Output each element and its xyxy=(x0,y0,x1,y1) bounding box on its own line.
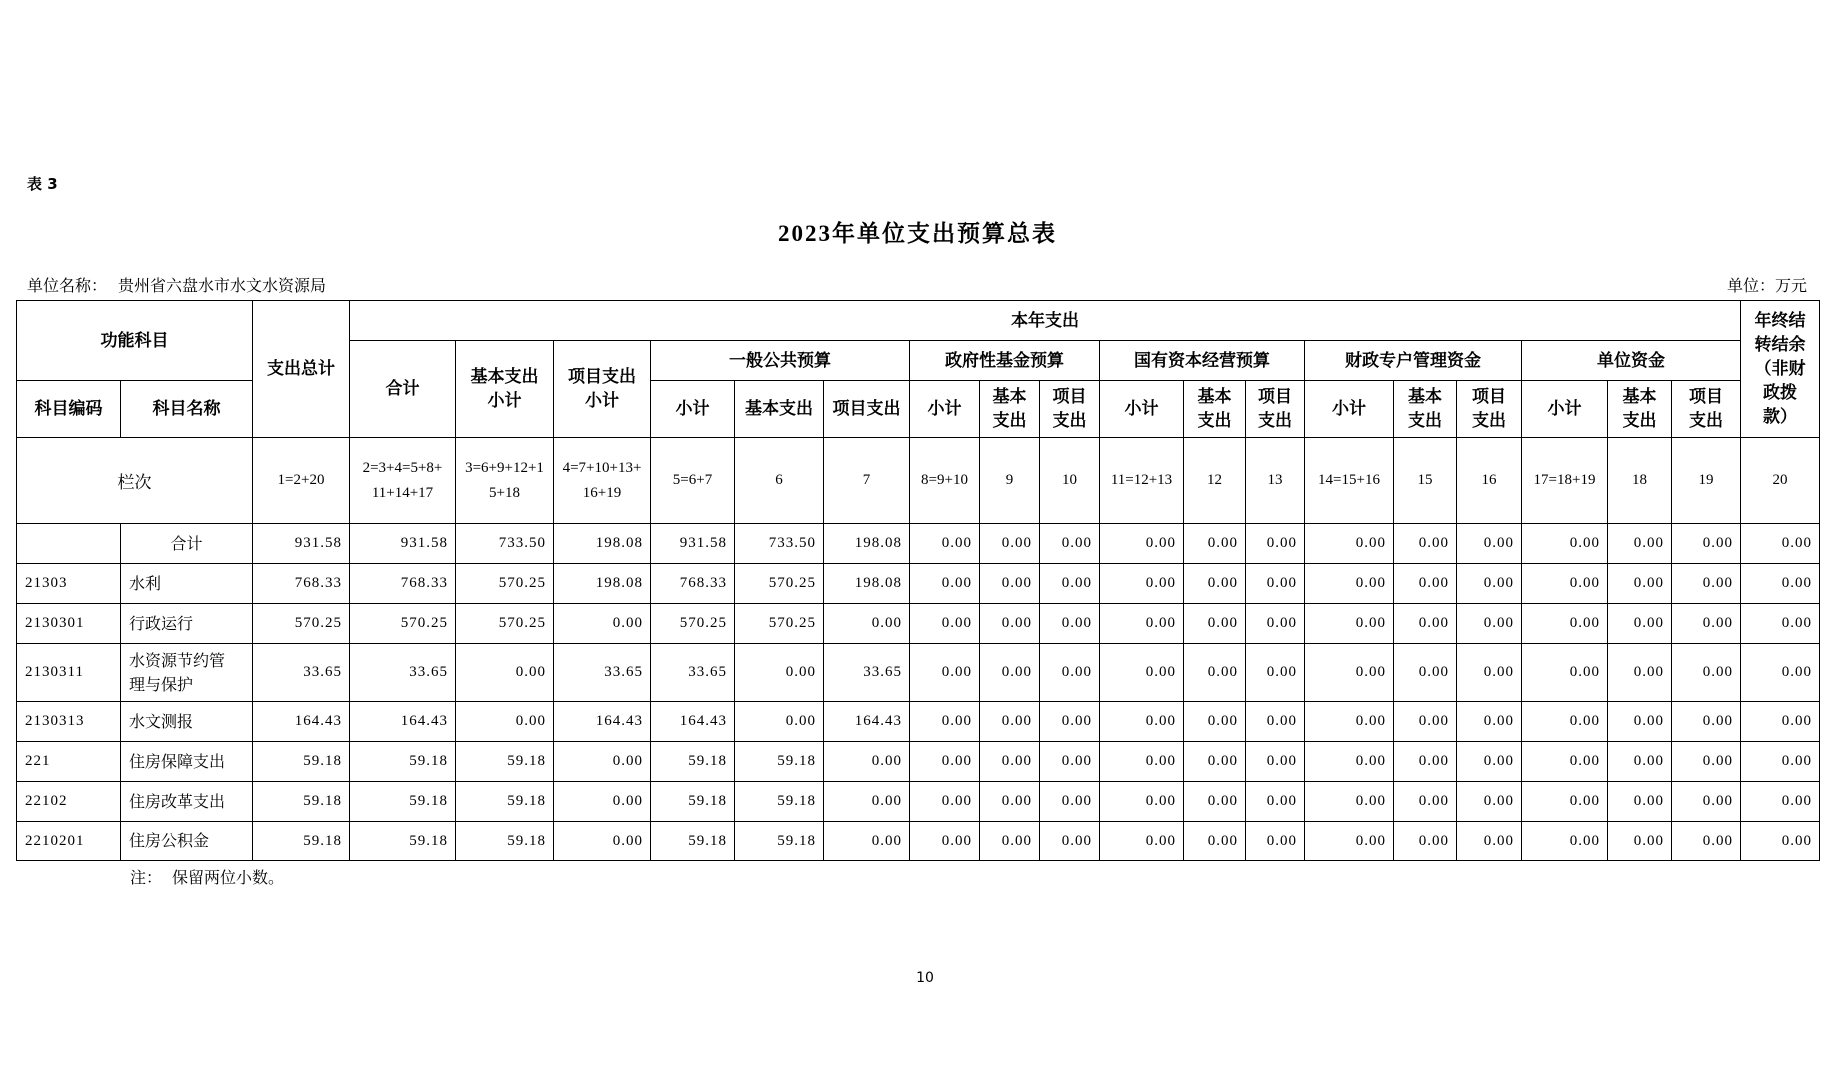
amount-cell: 0.00 xyxy=(1394,644,1457,702)
column-index-value: 19 xyxy=(1698,472,1714,488)
header-total-expenditure: 支出总计 xyxy=(253,301,350,438)
subject-code-cell: 2130301 xyxy=(17,604,121,644)
amount-cell: 0.00 xyxy=(910,604,980,644)
amount-cell: 0.00 xyxy=(1394,564,1457,604)
header-basic-expenditure xyxy=(1608,381,1672,438)
amount-cell: 0.00 xyxy=(1672,524,1741,564)
amount-cell: 0.00 xyxy=(980,604,1040,644)
header-subject-name: 科目名称 xyxy=(121,381,253,438)
amount-cell: 0.00 xyxy=(1100,782,1184,822)
amount-cell: 59.18 xyxy=(651,782,735,822)
amount-cell: 0.00 xyxy=(1741,524,1820,564)
amount-cell: 0.00 xyxy=(1522,742,1608,782)
page-title: 2023年单位支出预算总表 xyxy=(778,221,1057,246)
column-index-value: 13 xyxy=(1267,472,1283,488)
amount-cell: 0.00 xyxy=(1040,524,1100,564)
amount-cell: 0.00 xyxy=(824,782,910,822)
amount-cell: 0.00 xyxy=(1522,702,1608,742)
amount-cell: 59.18 xyxy=(456,782,554,822)
unit-name-value: 贵州省六盘水市水文水资源局 xyxy=(118,276,327,295)
amount-cell: 59.18 xyxy=(456,822,554,861)
subject-code-cell xyxy=(17,524,121,564)
header-basic-expenditure: 基本支出 xyxy=(735,381,824,438)
amount-cell: 33.65 xyxy=(651,644,735,702)
column-index-cell xyxy=(824,438,910,524)
amount-cell: 0.00 xyxy=(910,644,980,702)
amount-cell: 0.00 xyxy=(1100,564,1184,604)
column-index-value: 11=12+13 xyxy=(1110,472,1173,488)
header-basic-expenditure-label: 基本支出 xyxy=(1408,387,1442,431)
header-row xyxy=(17,301,1820,341)
amount-cell: 733.50 xyxy=(456,524,554,564)
header-project-expenditure-label: 项目支出 xyxy=(1052,387,1087,431)
header-group-state-capital-budget: 国有资本经营预算 xyxy=(1100,341,1305,381)
header-project-expenditure-label: 项目支出 xyxy=(1258,387,1292,431)
amount-cell: 0.00 xyxy=(1100,524,1184,564)
amount-cell: 0.00 xyxy=(1741,604,1820,644)
header-group-special-account-funds: 财政专户管理资金 xyxy=(1305,341,1522,381)
amount-cell: 59.18 xyxy=(350,822,456,861)
column-index-row xyxy=(17,438,1820,524)
amount-cell: 0.00 xyxy=(1741,644,1820,702)
header-subtotal: 小计 xyxy=(1522,381,1608,438)
column-index-value: 18 xyxy=(1632,472,1647,488)
amount-cell: 0.00 xyxy=(1608,524,1672,564)
amount-cell: 0.00 xyxy=(1305,604,1394,644)
amount-cell: 164.43 xyxy=(350,702,456,742)
amount-cell: 0.00 xyxy=(456,702,554,742)
header-sum: 合计 xyxy=(350,341,456,438)
amount-cell: 0.00 xyxy=(1741,702,1820,742)
amount-cell: 0.00 xyxy=(1522,644,1608,702)
header-basic-expenditure-label: 基本支出 xyxy=(1622,387,1657,431)
amount-cell: 59.18 xyxy=(651,822,735,861)
amount-cell: 0.00 xyxy=(1741,742,1820,782)
amount-cell: 0.00 xyxy=(1741,822,1820,861)
amount-cell: 0.00 xyxy=(1100,604,1184,644)
header-subject-code: 科目编码 xyxy=(17,381,121,438)
amount-cell: 0.00 xyxy=(1394,742,1457,782)
amount-cell: 0.00 xyxy=(824,742,910,782)
header-basic-expenditure-label: 基本支出 xyxy=(1197,387,1232,431)
column-index-label: 栏次 xyxy=(17,438,253,524)
column-index-cell xyxy=(1457,438,1522,524)
amount-cell: 931.58 xyxy=(651,524,735,564)
amount-cell: 570.25 xyxy=(350,604,456,644)
column-index-cell xyxy=(651,438,735,524)
column-index-value: 9 xyxy=(1005,472,1014,488)
column-index-cell xyxy=(1672,438,1741,524)
column-index-value: 12 xyxy=(1207,472,1222,488)
amount-cell: 198.08 xyxy=(824,564,910,604)
column-index-value: 20 xyxy=(1772,472,1788,488)
amount-cell: 0.00 xyxy=(554,822,651,861)
amount-cell: 0.00 xyxy=(1522,524,1608,564)
amount-cell: 0.00 xyxy=(910,782,980,822)
amount-cell: 0.00 xyxy=(1305,644,1394,702)
column-index-cell xyxy=(910,438,980,524)
header-group-unit-funds: 单位资金 xyxy=(1522,341,1741,381)
amount-cell: 0.00 xyxy=(1394,822,1457,861)
header-group-general-public-budget: 一般公共预算 xyxy=(651,341,910,381)
header-subtotal: 小计 xyxy=(651,381,735,438)
header-basic-expenditure xyxy=(1184,381,1246,438)
amount-cell: 59.18 xyxy=(456,742,554,782)
table-row xyxy=(17,702,1820,742)
table-row xyxy=(17,742,1820,782)
amount-cell: 0.00 xyxy=(910,564,980,604)
header-project-expenditure xyxy=(1672,381,1741,438)
table-row xyxy=(17,604,1820,644)
header-current-year-expenditure: 本年支出 xyxy=(350,301,1741,341)
table-body xyxy=(17,524,1820,861)
table-note xyxy=(130,865,285,888)
column-index-cell xyxy=(1184,438,1246,524)
amount-cell: 0.00 xyxy=(1246,644,1305,702)
amount-cell: 0.00 xyxy=(1184,524,1246,564)
amount-cell: 0.00 xyxy=(1246,564,1305,604)
amount-cell: 0.00 xyxy=(1394,524,1457,564)
column-index-value: 8=9+10 xyxy=(921,472,968,488)
amount-cell: 164.43 xyxy=(824,702,910,742)
amount-cell: 0.00 xyxy=(1608,742,1672,782)
subject-code-cell: 22102 xyxy=(17,782,121,822)
column-index-cell xyxy=(1246,438,1305,524)
amount-cell: 0.00 xyxy=(1246,782,1305,822)
amount-cell: 0.00 xyxy=(1457,524,1522,564)
subject-code-cell: 2130313 xyxy=(17,702,121,742)
amount-cell: 570.25 xyxy=(651,604,735,644)
amount-cell: 0.00 xyxy=(1184,742,1246,782)
column-index-value: 10 xyxy=(1062,472,1077,488)
header-year-end-balance xyxy=(1741,301,1820,438)
subject-name-cell: 水资源节约管理与保护 xyxy=(121,644,253,702)
header-basic-expenditure xyxy=(1394,381,1457,438)
amount-cell: 0.00 xyxy=(1184,644,1246,702)
column-index-cell xyxy=(253,438,350,524)
amount-cell: 0.00 xyxy=(554,604,651,644)
amount-cell: 0.00 xyxy=(1522,564,1608,604)
amount-cell: 570.25 xyxy=(253,604,350,644)
amount-cell: 0.00 xyxy=(1741,564,1820,604)
amount-cell: 164.43 xyxy=(554,702,651,742)
amount-cell: 0.00 xyxy=(980,702,1040,742)
column-index-value: 4=7+10+13+16+19 xyxy=(562,459,642,501)
amount-cell: 733.50 xyxy=(735,524,824,564)
header-project-expenditure: 项目支出 xyxy=(824,381,910,438)
amount-cell: 0.00 xyxy=(1672,564,1741,604)
amount-cell: 0.00 xyxy=(1305,524,1394,564)
amount-cell: 0.00 xyxy=(1608,604,1672,644)
header-project-expenditure xyxy=(1040,381,1100,438)
amount-cell: 0.00 xyxy=(1672,702,1741,742)
amount-cell: 0.00 xyxy=(1246,604,1305,644)
subject-name-cell: 住房公积金 xyxy=(121,822,253,861)
header-project-expenditure xyxy=(1457,381,1522,438)
amount-cell: 0.00 xyxy=(1040,644,1100,702)
amount-cell: 0.00 xyxy=(1040,782,1100,822)
amount-cell: 0.00 xyxy=(1608,822,1672,861)
amount-cell: 0.00 xyxy=(1040,742,1100,782)
amount-cell: 0.00 xyxy=(1394,702,1457,742)
amount-cell: 0.00 xyxy=(1305,564,1394,604)
amount-cell: 0.00 xyxy=(1100,702,1184,742)
amount-cell: 0.00 xyxy=(910,822,980,861)
amount-cell: 0.00 xyxy=(1040,822,1100,861)
table-row xyxy=(17,644,1820,702)
column-index-cell xyxy=(1100,438,1184,524)
header-project-subtotal-label: 项目支出小计 xyxy=(567,367,636,411)
page-number: 10 xyxy=(916,970,934,986)
column-index-cell xyxy=(1040,438,1100,524)
amount-cell: 570.25 xyxy=(456,604,554,644)
column-index-cell xyxy=(1522,438,1608,524)
amount-cell: 0.00 xyxy=(1608,564,1672,604)
column-index-cell xyxy=(1394,438,1457,524)
subject-name-cell: 合计 xyxy=(121,524,253,564)
amount-cell: 0.00 xyxy=(1040,564,1100,604)
subject-code-cell: 2210201 xyxy=(17,822,121,861)
header-group-government-fund-budget: 政府性基金预算 xyxy=(910,341,1100,381)
amount-cell: 0.00 xyxy=(1394,782,1457,822)
amount-cell: 768.33 xyxy=(253,564,350,604)
amount-cell: 0.00 xyxy=(1522,782,1608,822)
amount-cell: 0.00 xyxy=(824,604,910,644)
amount-cell: 164.43 xyxy=(651,702,735,742)
amount-cell: 0.00 xyxy=(1040,702,1100,742)
amount-cell: 59.18 xyxy=(651,742,735,782)
amount-cell: 0.00 xyxy=(1672,604,1741,644)
amount-cell: 931.58 xyxy=(350,524,456,564)
amount-cell: 0.00 xyxy=(735,644,824,702)
amount-cell: 0.00 xyxy=(1184,564,1246,604)
column-index-value: 2=3+4=5+8+11+14+17 xyxy=(362,459,443,501)
amount-cell: 0.00 xyxy=(1672,742,1741,782)
amount-cell: 198.08 xyxy=(554,564,651,604)
amount-cell: 0.00 xyxy=(1672,644,1741,702)
amount-cell: 0.00 xyxy=(1457,604,1522,644)
amount-cell: 0.00 xyxy=(824,822,910,861)
amount-cell: 0.00 xyxy=(1522,604,1608,644)
amount-cell: 0.00 xyxy=(1100,644,1184,702)
amount-cell: 0.00 xyxy=(1246,822,1305,861)
amount-cell: 768.33 xyxy=(651,564,735,604)
amount-cell: 0.00 xyxy=(1184,604,1246,644)
amount-cell: 0.00 xyxy=(1100,822,1184,861)
column-index-cell xyxy=(456,438,554,524)
subject-name-cell: 住房改革支出 xyxy=(121,782,253,822)
note-label: 注： xyxy=(130,868,163,887)
column-index-cell xyxy=(554,438,651,524)
column-index-value: 14=15+16 xyxy=(1318,472,1380,488)
amount-cell: 0.00 xyxy=(1394,604,1457,644)
amount-cell: 0.00 xyxy=(1522,822,1608,861)
amount-cell: 0.00 xyxy=(456,644,554,702)
column-index-cell xyxy=(1741,438,1820,524)
amount-cell: 570.25 xyxy=(735,604,824,644)
amount-cell: 0.00 xyxy=(980,822,1040,861)
amount-cell: 33.65 xyxy=(554,644,651,702)
column-index-value: 3=6+9+12+15+18 xyxy=(465,459,544,501)
amount-cell: 0.00 xyxy=(1184,782,1246,822)
amount-cell: 33.65 xyxy=(253,644,350,702)
amount-cell: 768.33 xyxy=(350,564,456,604)
amount-cell: 0.00 xyxy=(980,644,1040,702)
amount-cell: 0.00 xyxy=(1457,822,1522,861)
amount-cell: 0.00 xyxy=(1457,702,1522,742)
header-subtotal: 小计 xyxy=(1305,381,1394,438)
amount-cell: 0.00 xyxy=(1184,822,1246,861)
amount-cell: 570.25 xyxy=(735,564,824,604)
amount-cell: 0.00 xyxy=(1457,742,1522,782)
amount-cell: 59.18 xyxy=(253,742,350,782)
header-project-expenditure xyxy=(1246,381,1305,438)
amount-cell: 59.18 xyxy=(735,822,824,861)
amount-cell: 0.00 xyxy=(1672,822,1741,861)
column-index-value: 5=6+7 xyxy=(672,472,713,488)
currency-unit: 单位：万元 xyxy=(1726,276,1807,295)
table-row xyxy=(17,524,1820,564)
subject-name-cell: 水利 xyxy=(121,564,253,604)
amount-cell: 931.58 xyxy=(253,524,350,564)
amount-cell: 0.00 xyxy=(1457,564,1522,604)
subject-code-cell: 2130311 xyxy=(17,644,121,702)
amount-cell: 0.00 xyxy=(910,742,980,782)
table-number: 表 3 xyxy=(27,175,58,193)
header-project-expenditure-label: 项目支出 xyxy=(1472,387,1506,431)
column-index-cell xyxy=(735,438,824,524)
amount-cell: 59.18 xyxy=(350,782,456,822)
amount-cell: 0.00 xyxy=(910,524,980,564)
subject-name-cell: 行政运行 xyxy=(121,604,253,644)
unit-name-label: 单位名称： xyxy=(27,276,108,295)
header-basic-expenditure xyxy=(980,381,1040,438)
header-basic-expenditure-label: 基本支出 xyxy=(992,387,1027,431)
header-subtotal: 小计 xyxy=(910,381,980,438)
amount-cell: 0.00 xyxy=(1608,644,1672,702)
column-index-value: 6 xyxy=(775,472,783,488)
amount-cell: 0.00 xyxy=(1608,702,1672,742)
amount-cell: 0.00 xyxy=(1457,782,1522,822)
amount-cell: 0.00 xyxy=(1305,822,1394,861)
column-index-cell xyxy=(980,438,1040,524)
amount-cell: 0.00 xyxy=(1457,644,1522,702)
table-row xyxy=(17,564,1820,604)
table-row xyxy=(17,782,1820,822)
amount-cell: 198.08 xyxy=(554,524,651,564)
amount-cell: 0.00 xyxy=(1184,702,1246,742)
amount-cell: 0.00 xyxy=(910,702,980,742)
header-year-end-balance-label: 年终结转结余（非财政拨款） xyxy=(1754,311,1806,427)
unit-name-line xyxy=(27,273,327,296)
subject-name-cell: 住房保障支出 xyxy=(121,742,253,782)
amount-cell: 0.00 xyxy=(554,782,651,822)
column-index-value: 15 xyxy=(1417,472,1433,488)
subject-code-cell: 221 xyxy=(17,742,121,782)
amount-cell: 0.00 xyxy=(1672,782,1741,822)
amount-cell: 0.00 xyxy=(1246,742,1305,782)
amount-cell: 0.00 xyxy=(1246,524,1305,564)
amount-cell: 33.65 xyxy=(350,644,456,702)
column-index-cell xyxy=(1305,438,1394,524)
header-subtotal: 小计 xyxy=(1100,381,1184,438)
subject-code-cell: 21303 xyxy=(17,564,121,604)
amount-cell: 0.00 xyxy=(1608,782,1672,822)
column-index-cell xyxy=(1608,438,1672,524)
amount-cell: 0.00 xyxy=(980,782,1040,822)
header-project-subtotal xyxy=(554,341,651,438)
amount-cell: 0.00 xyxy=(980,564,1040,604)
amount-cell: 0.00 xyxy=(735,702,824,742)
table-row xyxy=(17,822,1820,861)
amount-cell: 59.18 xyxy=(735,742,824,782)
amount-cell: 59.18 xyxy=(253,822,350,861)
amount-cell: 0.00 xyxy=(1040,604,1100,644)
header-functional-subject: 功能科目 xyxy=(17,301,253,381)
amount-cell: 59.18 xyxy=(350,742,456,782)
header-project-expenditure-label: 项目支出 xyxy=(1689,387,1723,431)
amount-cell: 0.00 xyxy=(980,524,1040,564)
amount-cell: 164.43 xyxy=(253,702,350,742)
column-index-value: 7 xyxy=(862,472,871,488)
amount-cell: 198.08 xyxy=(824,524,910,564)
amount-cell: 0.00 xyxy=(1100,742,1184,782)
amount-cell: 0.00 xyxy=(1246,702,1305,742)
amount-cell: 0.00 xyxy=(1305,782,1394,822)
amount-cell: 0.00 xyxy=(980,742,1040,782)
header-basic-subtotal-label: 基本支出小计 xyxy=(470,367,539,411)
amount-cell: 0.00 xyxy=(1305,702,1394,742)
amount-cell: 0.00 xyxy=(554,742,651,782)
amount-cell: 33.65 xyxy=(824,644,910,702)
column-index-value: 1=2+20 xyxy=(277,472,325,488)
amount-cell: 570.25 xyxy=(456,564,554,604)
amount-cell: 59.18 xyxy=(253,782,350,822)
budget-summary-table xyxy=(16,300,1820,861)
subject-name-cell: 水文测报 xyxy=(121,702,253,742)
amount-cell: 59.18 xyxy=(735,782,824,822)
amount-cell: 0.00 xyxy=(1741,782,1820,822)
header-basic-subtotal xyxy=(456,341,554,438)
note-text: 保留两位小数。 xyxy=(172,868,285,887)
amount-cell: 0.00 xyxy=(1305,742,1394,782)
column-index-value: 16 xyxy=(1481,472,1497,488)
column-index-value: 17=18+19 xyxy=(1533,472,1596,488)
column-index-cell xyxy=(350,438,456,524)
